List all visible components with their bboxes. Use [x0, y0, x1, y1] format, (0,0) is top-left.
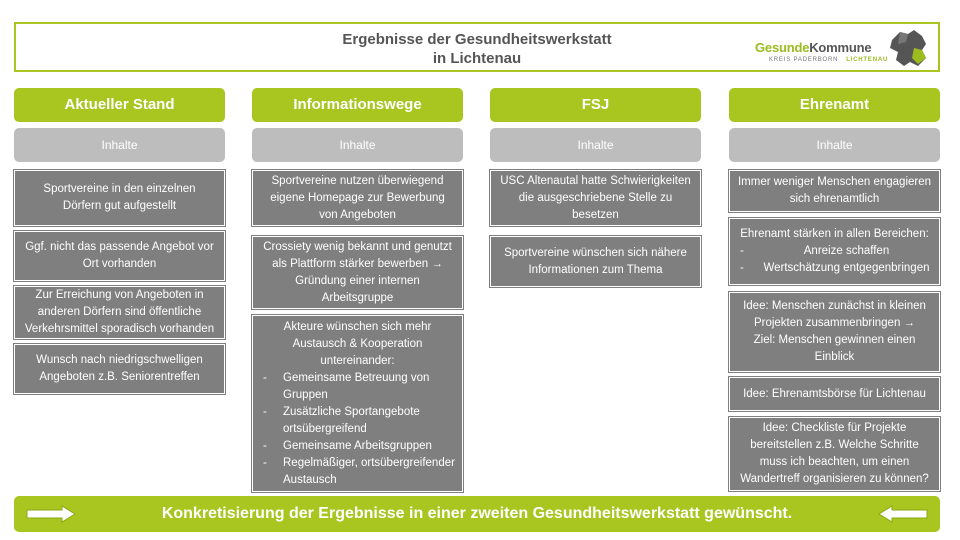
card-text-line: Verkehrsmittel sporadisch vorhanden — [24, 323, 215, 335]
card-text-line: Ort vorhanden — [82, 258, 157, 270]
bullet-dash: - — [263, 456, 267, 469]
bullet-text — [760, 260, 933, 277]
card-text-line: Idee: Ehrenamtsbörse für Lichtenau — [743, 387, 926, 400]
card-text-line: Ehrenamt stärken in allen Bereichen: — [740, 228, 929, 240]
card-text-line: Sportvereine nutzen überwiegend — [271, 174, 444, 187]
card-text-line: Informationen zum Thema — [528, 263, 663, 276]
card-text-line: Austausch & Kooperation — [292, 337, 423, 350]
bullet-text-line: Austausch — [283, 473, 337, 486]
card-text-line: Zur Erreichung von Angeboten in — [35, 289, 204, 301]
bullet-dash: - — [740, 245, 744, 257]
bullet-text — [283, 370, 456, 404]
card-text-line: von Angeboten — [319, 208, 396, 221]
content-card — [729, 292, 940, 372]
card-text-line: Angeboten z.B. Seniorentreffen — [39, 371, 200, 383]
card-text-line: Gründung einer internen — [295, 274, 420, 287]
content-card — [252, 236, 463, 309]
card-text-line: Projekten zusammenbringen → — [753, 317, 916, 329]
header-box — [14, 22, 940, 72]
card-text-line: als Plattform stärker bewerben → — [272, 257, 443, 270]
card-text-line: USC Altenautal hatte Schwierigkeiten — [500, 174, 691, 187]
logo-subtitle: KREIS PADERBORN LICHTENAU — [769, 57, 889, 63]
arrow-right-icon — [26, 505, 76, 523]
column-header-aktueller-stand: Aktueller Stand — [14, 88, 225, 122]
bullet-item — [259, 404, 456, 438]
card-text-line: Idee: Menschen zunächst in kleinen — [743, 300, 926, 312]
bullet-text-line: Wertschätzung entgegenbringen — [763, 262, 930, 274]
card-text-line: muss ich beachten, um einen — [759, 456, 910, 468]
content-card — [729, 377, 940, 411]
column-header-fsj: FSJ — [490, 88, 701, 122]
card-text-line: Wandertreff organisieren zu können? — [740, 473, 929, 485]
footer-banner — [14, 496, 940, 532]
content-card — [490, 236, 701, 287]
bullet-text-line: Zusätzliche Sportangebote — [283, 405, 420, 418]
card-text-line: die ausgeschriebene Stelle zu — [518, 191, 673, 204]
bullet-text — [760, 243, 933, 260]
bullet-dash: - — [740, 262, 744, 274]
bullet-item — [259, 455, 456, 489]
content-card — [252, 170, 463, 226]
bullet-text-line: Regelmäßiger, ortsübergreifender — [283, 456, 455, 469]
card-text-line: eigene Homepage zur Bewerbung — [270, 191, 445, 204]
bullet-item — [259, 370, 456, 404]
card-text-line: Ggf. nicht das passende Angebot vor — [25, 241, 214, 253]
card-text-line: untereinander: — [320, 354, 395, 367]
card-text-line: Ziel: Menschen gewinnen einen — [753, 334, 916, 346]
arrow-left-icon — [878, 505, 928, 523]
bullet-text-line: Gruppen — [283, 388, 328, 401]
content-card — [14, 286, 225, 339]
inhalte-label: Inhalte — [729, 128, 940, 162]
inhalte-label: Inhalte — [490, 128, 701, 162]
card-text-line: Immer weniger Menschen engagieren — [737, 176, 932, 188]
content-card — [729, 170, 940, 212]
column-header-ehrenamt: Ehrenamt — [729, 88, 940, 122]
content-card — [14, 231, 225, 281]
bullet-dash: - — [263, 405, 267, 418]
content-card — [729, 218, 940, 285]
card-text-line: Arbeitsgruppe — [321, 291, 394, 304]
card-text-line: Dörfern gut aufgestellt — [62, 200, 177, 212]
card-text-line: Sportvereine in den einzelnen — [43, 183, 196, 195]
card-text-line: Crossiety wenig bekannt und genutzt — [263, 240, 452, 253]
bullet-text — [283, 455, 456, 489]
card-text-line: sich ehrenamtlich — [789, 193, 880, 205]
content-card — [14, 344, 225, 394]
card-text-line: Wunsch nach niedrigschwelligen — [36, 354, 203, 366]
card-text-line: bereitstellen z.B. Welche Schritte — [750, 439, 919, 451]
bullet-text-line: Gemeinsame Betreuung von — [283, 371, 430, 384]
bullet-dash: - — [263, 371, 267, 384]
inhalte-label: Inhalte — [252, 128, 463, 162]
card-text-line: anderen Dörfern sind öffentliche — [37, 306, 202, 318]
card-text-line: Idee: Checkliste für Projekte — [762, 422, 907, 434]
content-card — [252, 315, 463, 492]
card-text-line: Einblick — [814, 351, 855, 363]
bullet-text-line: ortsübergreifend — [283, 422, 367, 435]
bullet-text-line: Anreize schaffen — [803, 245, 890, 257]
inhalte-label: Inhalte — [14, 128, 225, 162]
title-line-1: Ergebnisse der Gesundheitswerkstatt — [342, 31, 612, 48]
bullet-text — [283, 404, 456, 438]
content-card — [14, 170, 225, 226]
card-text-line: besetzen — [572, 208, 619, 221]
district-map-icon — [886, 26, 930, 70]
bullet-text-line: Gemeinsame Arbeitsgruppen — [283, 439, 432, 452]
bullet-text — [283, 438, 456, 455]
card-text-line: Sportvereine wünschen sich nähere — [504, 246, 687, 259]
card-text-line: Akteure wünschen sich mehr — [283, 320, 432, 333]
bullet-item — [736, 243, 933, 260]
bullet-dash: - — [263, 439, 267, 452]
content-card — [729, 417, 940, 491]
content-card — [490, 170, 701, 226]
title-line-2: in Lichtenau — [432, 50, 522, 67]
logo-wordmark: GesundeKommune — [755, 40, 872, 55]
bullet-item — [736, 260, 933, 277]
gesunde-kommune-logo — [755, 26, 930, 70]
footer-text: Konkretisierung der Ergebnisse in einer zweiten Gesundheitswerkstatt gewünscht. — [161, 505, 793, 522]
bullet-item — [259, 438, 456, 455]
column-header-informationswege: Informationswege — [252, 88, 463, 122]
